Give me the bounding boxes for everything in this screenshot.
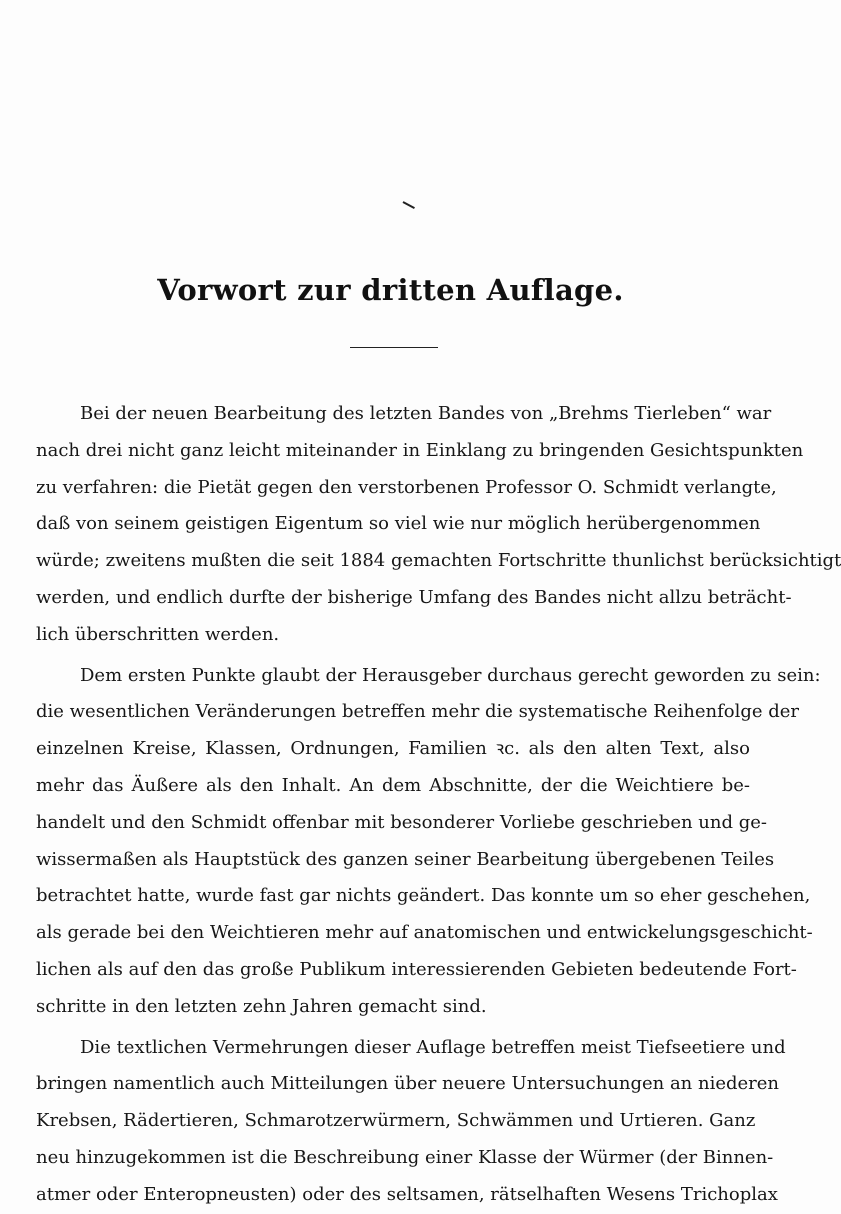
text-line: einzelnen Kreise, Klassen, Ordnungen, Familien ꝛc. als den alten Text, also	[36, 738, 750, 760]
text-line: würde; zweitens mußten die seit 1884 gemachten Fortschritte thunlichst berücksichtigt	[36, 550, 841, 572]
text-line: bringen namentlich auch Mitteilungen über neuere Untersuchungen an niederen	[36, 1073, 780, 1095]
text-line: Bei der neuen Bearbeitung des letzten Bandes von „Brehms Tierleben“ war	[80, 403, 772, 424]
title-divider	[350, 347, 438, 348]
text-line: neu hinzugekommen ist die Beschreibung einer Klasse der Würmer (der Binnen-	[36, 1146, 774, 1168]
text-line: die wesentlichen Veränderungen betreffen mehr die systematische Reihenfolge der	[36, 701, 800, 723]
text-line: lich überschritten werden.	[36, 623, 280, 645]
text-line: nach drei nicht ganz leicht miteinander in Einklang zu bringenden Gesichtspunkten	[36, 439, 804, 461]
printer-mark	[403, 201, 415, 209]
text-line: zu verfahren: die Pietät gegen den verstorbenen Professor O. Schmidt verlangte,	[36, 476, 777, 498]
text-line: atmer oder Enteropneusten) oder des seltsamen, rätselhaften Wesens Trichoplax	[36, 1183, 778, 1205]
text-line: schritte in den letzten zehn Jahren gemacht sind.	[36, 995, 487, 1017]
text-line: betrachtet hatte, wurde fast gar nichts geändert. Das konnte um so eher geschehen,	[36, 885, 811, 907]
page-title: Vorwort zur dritten Auflage.	[157, 273, 624, 307]
text-line: mehr das Äußere als den Inhalt. An dem Abschnitte, der die Weichtiere be-	[36, 774, 750, 796]
text-line: handelt und den Schmidt offenbar mit besonderer Vorliebe geschrieben und ge-	[36, 811, 767, 833]
text-line: als gerade bei den Weichtieren mehr auf anatomischen und entwickelungsgeschicht-	[36, 922, 813, 944]
text-line: Dem ersten Punkte glaubt der Herausgeber durchaus gerecht geworden zu sein:	[80, 664, 821, 686]
text-line: daß von seinem geistigen Eigentum so viel wie nur möglich herübergenommen	[36, 513, 761, 535]
text-line: werden, und endlich durfte der bisherige Umfang des Bandes nicht allzu beträcht-	[36, 586, 792, 608]
text-line: Die textlichen Vermehrungen dieser Auflage betreffen meist Tiefseetiere und	[80, 1036, 786, 1058]
text-line: lichen als auf den das große Publikum interessierenden Gebieten bedeutende Fort-	[36, 958, 797, 980]
body-text	[36, 396, 841, 1214]
text-line: Krebsen, Rädertieren, Schmarotzerwürmern, Schwämmen und Urtieren. Ganz	[36, 1110, 756, 1132]
text-line: wissermaßen als Hauptstück des ganzen seiner Bearbeitung übergebenen Teiles	[36, 848, 775, 870]
